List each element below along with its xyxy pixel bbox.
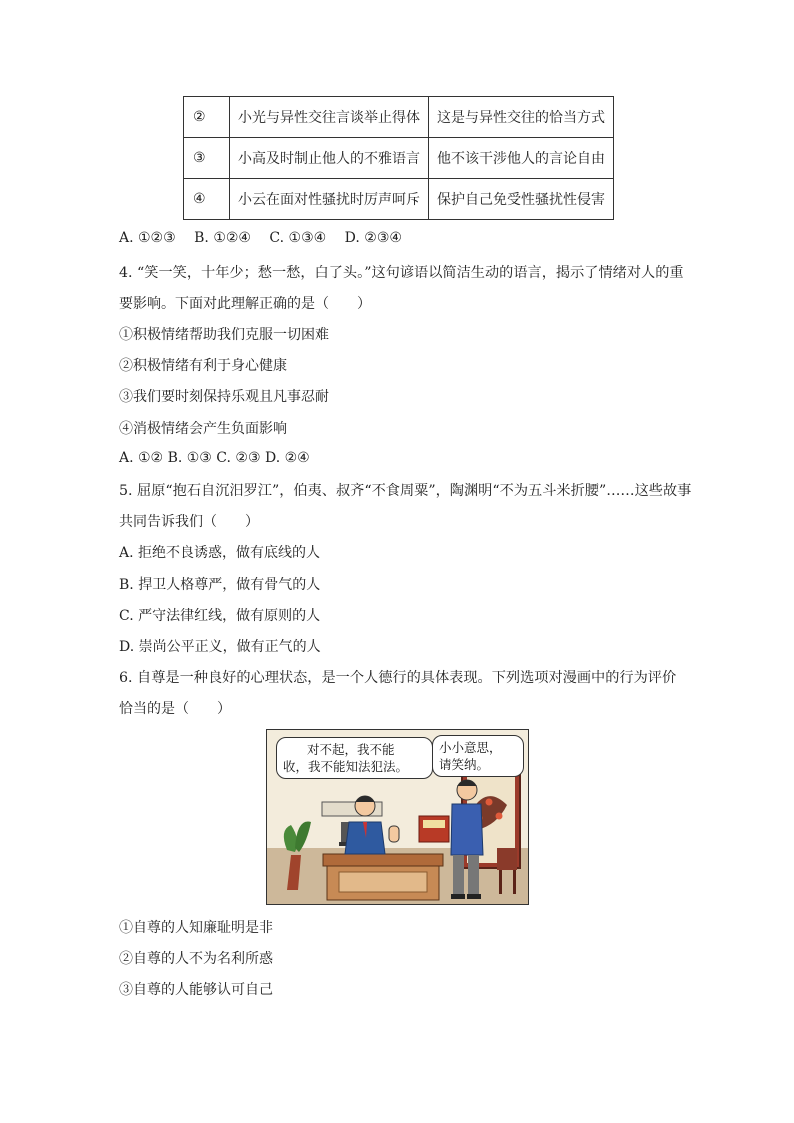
row-action: 小光与异性交往言谈举止得体 (230, 97, 429, 138)
table-row (184, 138, 614, 179)
q6-item-1: ①自尊的人知廉耻明是非 (119, 920, 273, 936)
row-action: 小云在面对性骚扰时厉声呵斥 (230, 179, 429, 220)
q3-choices (119, 230, 402, 246)
bubble-line: 收，我不能知法犯法。 (283, 759, 409, 774)
q5-choice-d: D. 崇尚公平正义，做有正气的人 (119, 639, 321, 655)
comic-illustration (266, 729, 529, 905)
q4-item-1: ①积极情绪帮助我们克服一切困难 (119, 327, 329, 343)
bubble-line: 小小意思， (439, 740, 502, 755)
q4-stem-line2: 要影响。下面对此理解正确的是（ ） (119, 296, 371, 312)
q5-choice-a: A. 拒绝不良诱惑，做有底线的人 (119, 545, 321, 561)
row-evaluation: 他不该干涉他人的言论自由 (429, 138, 614, 179)
q6-item-3: ③自尊的人能够认可自己 (119, 982, 273, 998)
bubble-line: 对不起，我不能 (307, 742, 395, 757)
choice-b: B. ①②④ (194, 230, 251, 246)
q6-stem-line2: 恰当的是（ ） (119, 701, 231, 717)
row-action: 小高及时制止他人的不雅语言 (230, 138, 429, 179)
table-row (184, 97, 614, 138)
q5-stem-line2: 共同告诉我们（ ） (119, 514, 259, 530)
q5-choice-c: C. 严守法律红线，做有原则的人 (119, 608, 321, 624)
speech-bubble-visitor (432, 735, 524, 777)
q6-item-2: ②自尊的人不为名利所惑 (119, 951, 273, 967)
bubble-line: 请笑纳。 (439, 757, 490, 772)
choice-d: D. ②③④ (344, 230, 402, 246)
row-number: ③ (184, 138, 230, 179)
q4-item-3: ③我们要时刻保持乐观且凡事忍耐 (119, 389, 329, 405)
q4-item-4: ④消极情绪会产生负面影响 (119, 421, 287, 437)
speech-bubble-official (276, 737, 433, 779)
options-table (183, 96, 614, 220)
row-number: ② (184, 97, 230, 138)
q4-stem-line1: 4. “笑一笑，十年少；愁一愁，白了头。”这句谚语以简洁生动的语言，揭示了情绪对人的重 (119, 265, 684, 281)
q5-stem-line1: 5. 屈原“抱石自沉汨罗江”，伯夷、叔齐“不食周粟”，陶渊明“不为五斗米折腰”……这些故事 (119, 483, 692, 499)
choice-a: A. ①②③ (119, 230, 176, 246)
q6-stem-line1: 6. 自尊是一种良好的心理状态，是一个人德行的具体表现。下列选项对漫画中的行为评价 (119, 670, 677, 686)
row-evaluation: 这是与异性交往的恰当方式 (429, 97, 614, 138)
table-row (184, 179, 614, 220)
choice-c: C. ①③④ (269, 230, 327, 246)
row-evaluation: 保护自己免受性骚扰性侵害 (429, 179, 614, 220)
q5-choice-b: B. 捍卫人格尊严，做有骨气的人 (119, 577, 321, 593)
q4-choices: A. ①② B. ①③ C. ②③ D. ②④ (119, 450, 310, 466)
row-number: ④ (184, 179, 230, 220)
q4-item-2: ②积极情绪有利于身心健康 (119, 358, 287, 374)
